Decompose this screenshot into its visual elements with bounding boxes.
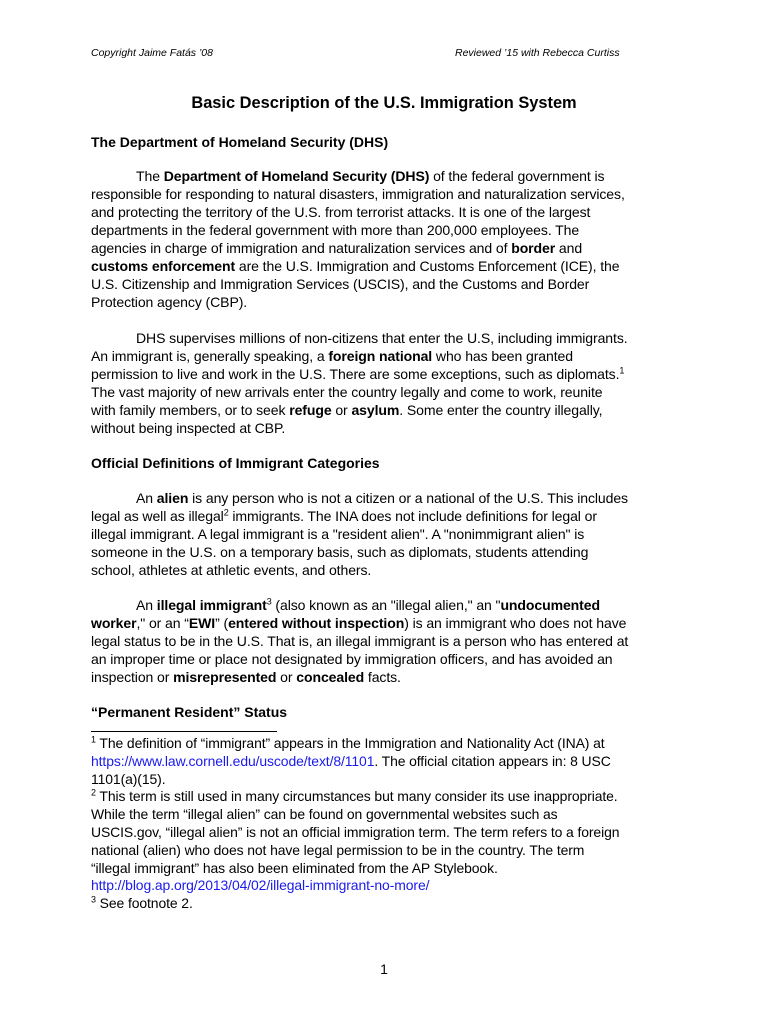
header-reviewed: Reviewed ’15 with Rebecca Curtiss [455, 47, 620, 59]
footnote-divider [91, 731, 277, 732]
paragraph-alien: An alien is any person who is not a citizen or a national of the U.S. This includes legal as well as illegal$^2$ immigrants. The INA does not include definitions for legal or illegal immigrant. A legal immigrant is a "resident alien". A "nonimmigrant alien" is someone in the U.S. on a temporary basis, such as diplomats, students attending school, athletes at athletic events, and others. [91, 490, 628, 578]
header-copyright: Copyright Jaime Fatás ’08 [91, 47, 213, 59]
page-number: 1 [380, 961, 388, 977]
footnote-ref-2: 2 [223, 507, 229, 518]
paragraph-immigrants: DHS supervises millions of non-citizens that enter the U.S, including immigrants. An immigrant is, generally speaking, a foreign national who has been granted permission to live and work in the U.S. There are some exceptions, such as diplomats.$^1$ The vast majority of new arrivals enter the country legally and come to work, reunite with family members, or to seek refuge or asylum. Some enter the country illegally, without being inspected at CBP. [91, 330, 628, 436]
paragraph-illegal-immigrant: An illegal immigrant$^3$ (also known as an "illegal alien," an "undocumented worker," or an “EWI” (entered without inspection) is an immigrant who does not have legal status to be in the U.S. That is, an illegal immigrant is a person who has entered at an improper time or place not designated by immigration officers, and has avoided an inspection or misrepresented or concealed facts. [91, 596, 629, 685]
document-title: Basic Description of the U.S. Immigration System [191, 94, 577, 112]
footnote-ref-3: 3 [266, 596, 272, 607]
link-ap-stylebook[interactable]: http://blog.ap.org/2013/04/02/illegal-immigrant-no-more/ [91, 877, 430, 894]
link-cornell[interactable]: https://www.law.cornell.edu/uscode/text/8/1101 [91, 752, 375, 769]
footnotes: $^1$ The definition of “immigrant” appears in the Immigration and Nationality Act (INA) at https://www.law.cornell.edu/uscode/text/8/1101. The official citation appears in: 8 USC 1101(a)(15). $^2$ This term is still used in many circumstances but many consider its use inappropriate. While the term “illegal alien” can be found on governmental websites such as USCIS.gov, “illegal alien” is not an official immigration term. The term refers to a foreign national (alien) who does not have legal permission to be in the country. The term “illegal immigrant” has also been eliminated from the AP Stylebook. http://blog.ap.org/2013/04/02/illegal-immigrant-no-more/ $^3$ See footnote 2. [91, 734, 620, 912]
heading-definitions: Official Definitions of Immigrant Categories [91, 455, 380, 471]
heading-dhs: The Department of Homeland Security (DHS) [91, 134, 389, 150]
footnote-ref-1: 1 [619, 365, 625, 376]
paragraph-dhs: The Department of Homeland Security (DHS) of the federal government is responsible for responding to natural disasters, immigration and naturalization services, and protecting the territory of the U.S. from terrorist attacks. It is one of the largest departments in the federal government with more than 200,000 employees. The agencies in charge of immigration and naturalization services and of border and customs enforcement are the U.S. Immigration and Customs Enforcement (ICE), the U.S. Citizenship and Immigration Services (USCIS), and the Customs and Border Protection agency (CBP). [91, 168, 625, 310]
heading-permanent-resident: “Permanent Resident” Status [91, 704, 288, 720]
